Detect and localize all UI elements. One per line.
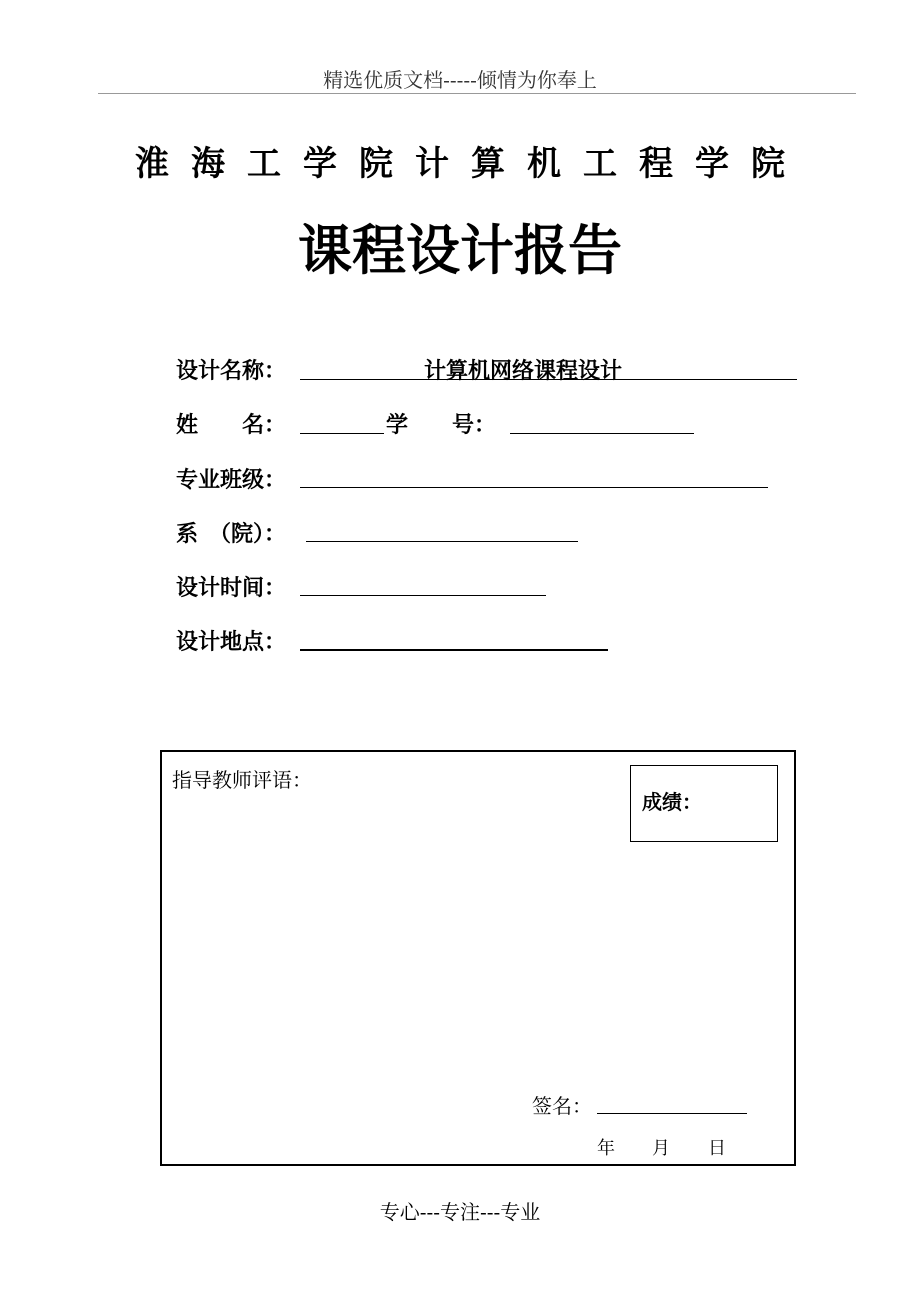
design-name-label: 设计名称： [176,358,287,384]
design-place-underline [300,649,608,651]
day-label: 日 [708,1138,726,1159]
design-time-label: 设计时间： [176,575,287,601]
report-title: 课程设计报告 [298,219,622,282]
page-footer: 专心---专注---专业 [379,1200,541,1224]
class-label: 专业班级： [176,467,287,493]
class-underline [300,487,768,488]
school-name: 淮海工学院计算机工程学院 [135,144,807,184]
student-id-underline [510,433,694,434]
signature-label: 签名： [532,1094,592,1118]
year-label: 年 [597,1138,615,1159]
design-time-underline [300,595,546,596]
page-header: 精选优质文档-----倾情为你奉上 [323,68,597,92]
signature-underline [597,1113,747,1114]
header-rule [98,93,856,94]
teacher-comment-label: 指导教师评语： [172,768,312,792]
month-label: 月 [652,1138,670,1159]
department-label: 系 （院）： [176,521,287,547]
design-name-value: 计算机网络课程设计 [424,358,623,384]
name-label: 姓 名： [176,412,287,438]
name-underline [300,433,384,434]
design-place-label: 设计地点： [176,629,287,655]
department-underline [306,541,578,542]
student-id-label: 学 号： [386,412,497,438]
grade-label: 成绩： [642,790,702,814]
